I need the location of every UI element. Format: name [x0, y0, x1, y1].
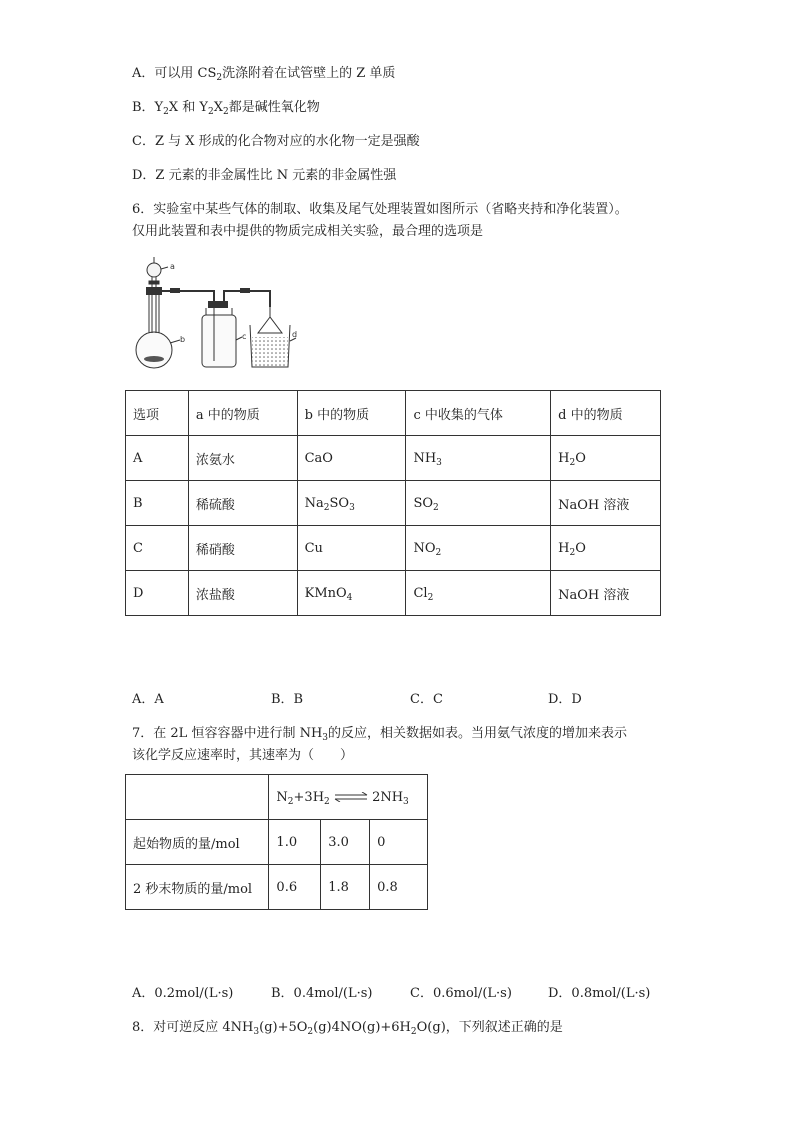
header-cell: b 中的物质 [297, 391, 406, 436]
q7-answer-d: D．0.8mol/(L·s) [548, 986, 651, 1001]
row-label: 起始物质的量/mol [126, 820, 269, 865]
cell-a: 稀硝酸 [188, 526, 297, 571]
cell-d: $H_2O$ [551, 436, 661, 481]
q7-stem-line1: 7．在 2L 恒容容器中进行制 $NH_3$的反应，相关数据如表。当用氨气浓度的增加来表示 [132, 726, 628, 743]
q7-answer-b: B．0.4mol/(L·s) [271, 986, 373, 1001]
cell-b: CaO [297, 436, 406, 481]
cell-c: $Cl_2$ [406, 571, 551, 616]
empty-cell [126, 775, 269, 820]
cell-c: $NH_3$ [406, 436, 551, 481]
cell-a: 浓氨水 [188, 436, 297, 481]
cell-option: B [126, 481, 189, 526]
q5-option-c: C．Z 与 X 形成的化合物对应的水化物一定是强酸 [132, 134, 420, 149]
q6-answer-d: D．D [548, 692, 582, 707]
reversible-arrow-icon [334, 792, 368, 802]
cell-a: 浓盐酸 [188, 571, 297, 616]
cell-c: $SO_2$ [406, 481, 551, 526]
cell-option: C [126, 526, 189, 571]
table-header-row [126, 775, 428, 820]
q7-stem-line2: 该化学反应速率时，其速率为（ ） [132, 748, 354, 763]
label-b: b [180, 335, 186, 344]
q5-option-d: D．Z 元素的非金属性比 N 元素的非金属性强 [132, 168, 397, 183]
table-row [126, 820, 428, 865]
header-cell: d 中的物质 [551, 391, 661, 436]
cell-d: NaOH 溶液 [551, 571, 661, 616]
table-row [126, 436, 661, 481]
q5-option-a: A．可以用 $CS_2$洗涤附着在试管壁上的 Z 单质 [132, 66, 396, 83]
equation-cell: $N_2+3H_2$ $2NH_3$ [269, 775, 428, 820]
row-label: 2 秒末物质的量/mol [126, 865, 269, 910]
q6-answer-a: A．A [132, 692, 164, 707]
apparatus-figure [130, 255, 300, 375]
cell-b: KMnO$_4$ [297, 571, 406, 616]
q6-stem-line1: 6．实验室中某些气体的制取、收集及尾气处理装置如图所示（省略夹持和净化装置）。 [132, 202, 628, 217]
cell-c: $NO_2$ [406, 526, 551, 571]
q7-table [125, 774, 428, 910]
q6-stem-line2: 仅用此装置和表中提供的物质完成相关实验，最合理的选项是 [132, 224, 484, 239]
header-cell: a 中的物质 [188, 391, 297, 436]
cell-value: 0.8 [370, 865, 428, 910]
cell-b: Cu [297, 526, 406, 571]
cell-option: A [126, 436, 189, 481]
header-cell: 选项 [126, 391, 189, 436]
cell-value: 1.8 [321, 865, 370, 910]
label-a: a [170, 262, 175, 271]
cell-value: 0 [370, 820, 428, 865]
cell-b: $Na_2SO_3$ [297, 481, 406, 526]
cell-value: 0.6 [269, 865, 321, 910]
header-cell: c 中收集的气体 [406, 391, 551, 436]
table-header-row [126, 391, 661, 436]
cell-option: D [126, 571, 189, 616]
separatory-funnel [147, 257, 168, 287]
cell-a: 稀硫酸 [188, 481, 297, 526]
table-row [126, 571, 661, 616]
cell-value: 3.0 [321, 820, 370, 865]
q8-stem: 8．对可逆反应 $4NH_3(g)+5O_2(g)4NO(g)+6H_2O(g)$，下列叙述正确的是 [132, 1020, 563, 1037]
q7-answer-a: A．0.2mol/(L·s) [132, 986, 234, 1001]
q6-answer-b: B．B [271, 692, 304, 707]
cell-d: NaOH 溶液 [551, 481, 661, 526]
q7-answer-c: C．0.6mol/(L·s) [410, 986, 512, 1001]
label-d: d [292, 330, 298, 339]
cell-d: $H_2O$ [551, 526, 661, 571]
cell-value: 1.0 [269, 820, 321, 865]
label-c: c [242, 332, 247, 341]
q5-option-b: B．$Y_2X$ 和 $Y_2X_2$都是碱性氧化物 [132, 100, 320, 117]
q6-answer-c: C．C [410, 692, 443, 707]
table-row [126, 526, 661, 571]
q6-table [125, 390, 661, 616]
table-row [126, 481, 661, 526]
table-row [126, 865, 428, 910]
